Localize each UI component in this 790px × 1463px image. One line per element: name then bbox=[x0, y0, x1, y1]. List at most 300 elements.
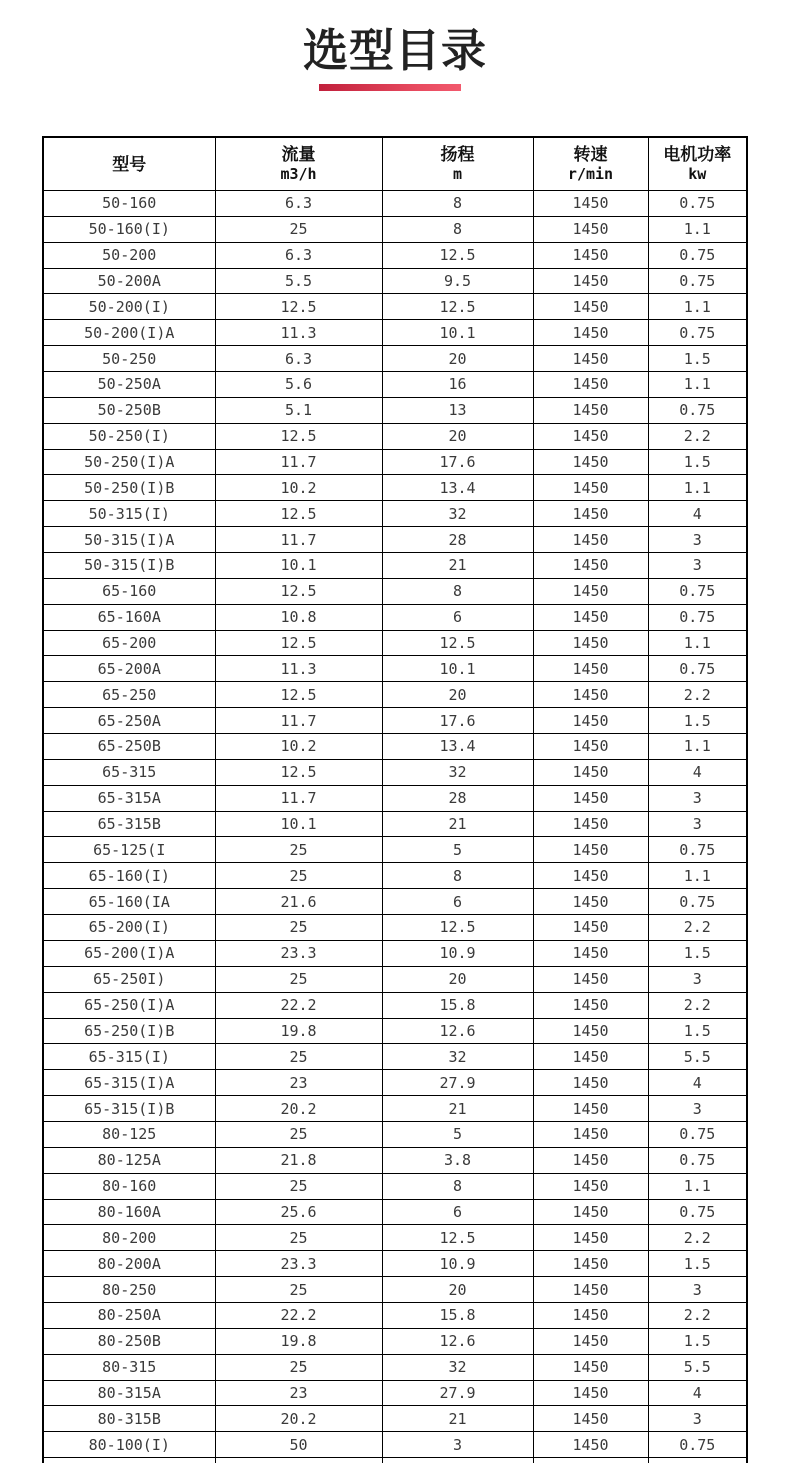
empty-cell bbox=[215, 1458, 382, 1463]
speed-cell: 1450 bbox=[533, 346, 648, 372]
head-cell: 8 bbox=[382, 191, 533, 217]
speed-cell: 1450 bbox=[533, 940, 648, 966]
power-cell: 0.75 bbox=[648, 268, 747, 294]
power-cell: 1.1 bbox=[648, 734, 747, 760]
model-cell: 50-250(I)B bbox=[43, 475, 215, 501]
table-row bbox=[43, 423, 747, 449]
flow-cell: 25.6 bbox=[215, 1199, 382, 1225]
speed-cell: 1450 bbox=[533, 811, 648, 837]
model-cell: 65-315A bbox=[43, 785, 215, 811]
head-cell: 15.8 bbox=[382, 1302, 533, 1328]
title-underline-accent bbox=[319, 84, 461, 91]
power-cell: 0.75 bbox=[648, 837, 747, 863]
model-cell: 80-160A bbox=[43, 1199, 215, 1225]
power-cell: 2.2 bbox=[648, 423, 747, 449]
speed-cell: 1450 bbox=[533, 527, 648, 553]
model-cell: 65-315(I) bbox=[43, 1044, 215, 1070]
power-cell: 1.1 bbox=[648, 630, 747, 656]
speed-cell: 1450 bbox=[533, 372, 648, 398]
speed-cell: 1450 bbox=[533, 604, 648, 630]
power-cell: 1.5 bbox=[648, 1251, 747, 1277]
flow-cell: 25 bbox=[215, 1044, 382, 1070]
power-cell: 3 bbox=[648, 811, 747, 837]
model-cell: 50-200(I) bbox=[43, 294, 215, 320]
power-cell: 1.5 bbox=[648, 1328, 747, 1354]
flow-cell: 12.5 bbox=[215, 294, 382, 320]
head-cell: 27.9 bbox=[382, 1070, 533, 1096]
flow-cell: 23.3 bbox=[215, 940, 382, 966]
power-cell: 4 bbox=[648, 501, 747, 527]
power-cell: 2.2 bbox=[648, 682, 747, 708]
flow-cell: 12.5 bbox=[215, 501, 382, 527]
head-cell: 3 bbox=[382, 1432, 533, 1458]
power-cell: 2.2 bbox=[648, 1225, 747, 1251]
empty-cell bbox=[43, 1458, 215, 1463]
table-row bbox=[43, 1121, 747, 1147]
flow-cell: 25 bbox=[215, 216, 382, 242]
power-cell: 1.1 bbox=[648, 1173, 747, 1199]
model-cell: 80-160 bbox=[43, 1173, 215, 1199]
head-cell: 15.8 bbox=[382, 992, 533, 1018]
model-cell: 50-250(I)A bbox=[43, 449, 215, 475]
power-cell: 5.5 bbox=[648, 1044, 747, 1070]
model-cell: 80-250A bbox=[43, 1302, 215, 1328]
model-cell: 65-160 bbox=[43, 578, 215, 604]
speed-cell: 1450 bbox=[533, 294, 648, 320]
model-cell: 65-160(I) bbox=[43, 863, 215, 889]
table-row bbox=[43, 837, 747, 863]
flow-cell: 10.2 bbox=[215, 475, 382, 501]
model-cell: 50-200(I)A bbox=[43, 320, 215, 346]
power-cell: 0.75 bbox=[648, 578, 747, 604]
speed-cell: 1450 bbox=[533, 216, 648, 242]
clipped-next-row bbox=[43, 1458, 747, 1463]
flow-cell: 5.5 bbox=[215, 268, 382, 294]
table-row bbox=[43, 915, 747, 941]
head-cell: 21 bbox=[382, 1406, 533, 1432]
speed-cell: 1450 bbox=[533, 1277, 648, 1303]
power-cell: 4 bbox=[648, 1380, 747, 1406]
speed-cell: 1450 bbox=[533, 191, 648, 217]
flow-cell: 23 bbox=[215, 1070, 382, 1096]
speed-cell: 1450 bbox=[533, 397, 648, 423]
flow-cell: 6.3 bbox=[215, 346, 382, 372]
flow-cell: 11.3 bbox=[215, 320, 382, 346]
header-model-label: 型号 bbox=[112, 154, 147, 174]
head-cell: 12.5 bbox=[382, 242, 533, 268]
head-cell: 20 bbox=[382, 346, 533, 372]
head-cell: 12.5 bbox=[382, 630, 533, 656]
speed-cell: 1450 bbox=[533, 708, 648, 734]
selection-catalog-table bbox=[42, 136, 748, 1463]
head-cell: 8 bbox=[382, 578, 533, 604]
table-row bbox=[43, 759, 747, 785]
speed-cell: 1450 bbox=[533, 992, 648, 1018]
head-cell: 10.9 bbox=[382, 1251, 533, 1277]
head-cell: 13 bbox=[382, 397, 533, 423]
head-cell: 12.5 bbox=[382, 294, 533, 320]
table-row bbox=[43, 940, 747, 966]
flow-cell: 25 bbox=[215, 863, 382, 889]
model-cell: 65-160A bbox=[43, 604, 215, 630]
speed-cell: 1450 bbox=[533, 449, 648, 475]
table-row bbox=[43, 578, 747, 604]
flow-cell: 22.2 bbox=[215, 992, 382, 1018]
power-cell: 4 bbox=[648, 759, 747, 785]
table-row bbox=[43, 191, 747, 217]
header-power-label: 电机功率 bbox=[663, 145, 732, 164]
flow-cell: 11.7 bbox=[215, 449, 382, 475]
header-speed-label: 转速 bbox=[573, 145, 608, 164]
head-cell: 21 bbox=[382, 1096, 533, 1122]
model-cell: 50-315(I) bbox=[43, 501, 215, 527]
flow-cell: 50 bbox=[215, 1432, 382, 1458]
power-cell: 0.75 bbox=[648, 1432, 747, 1458]
head-cell: 20 bbox=[382, 423, 533, 449]
power-cell: 3 bbox=[648, 553, 747, 579]
head-cell: 20 bbox=[382, 966, 533, 992]
head-cell: 10.9 bbox=[382, 940, 533, 966]
head-cell: 32 bbox=[382, 501, 533, 527]
table-row bbox=[43, 1199, 747, 1225]
model-cell: 50-315(I)A bbox=[43, 527, 215, 553]
power-cell: 3 bbox=[648, 527, 747, 553]
model-cell: 80-100(I) bbox=[43, 1432, 215, 1458]
flow-cell: 11.3 bbox=[215, 656, 382, 682]
head-cell: 5 bbox=[382, 837, 533, 863]
flow-cell: 22.2 bbox=[215, 1302, 382, 1328]
header-flow bbox=[215, 137, 382, 191]
power-cell: 1.5 bbox=[648, 346, 747, 372]
power-cell: 0.75 bbox=[648, 656, 747, 682]
power-cell: 0.75 bbox=[648, 397, 747, 423]
model-cell: 65-250(I)B bbox=[43, 1018, 215, 1044]
header-head bbox=[382, 137, 533, 191]
table-row bbox=[43, 785, 747, 811]
head-cell: 32 bbox=[382, 759, 533, 785]
model-cell: 65-250B bbox=[43, 734, 215, 760]
model-cell: 65-250I) bbox=[43, 966, 215, 992]
speed-cell: 1450 bbox=[533, 1432, 648, 1458]
table-row bbox=[43, 553, 747, 579]
power-cell: 1.1 bbox=[648, 863, 747, 889]
table-row bbox=[43, 811, 747, 837]
model-cell: 65-315B bbox=[43, 811, 215, 837]
speed-cell: 1450 bbox=[533, 966, 648, 992]
speed-cell: 1450 bbox=[533, 553, 648, 579]
table-row bbox=[43, 1277, 747, 1303]
power-cell: 0.75 bbox=[648, 320, 747, 346]
flow-cell: 5.6 bbox=[215, 372, 382, 398]
flow-cell: 25 bbox=[215, 1173, 382, 1199]
power-cell: 4 bbox=[648, 1070, 747, 1096]
speed-cell: 1450 bbox=[533, 475, 648, 501]
head-cell: 6 bbox=[382, 1199, 533, 1225]
table-row bbox=[43, 320, 747, 346]
power-cell: 0.75 bbox=[648, 604, 747, 630]
head-cell: 28 bbox=[382, 527, 533, 553]
model-cell: 65-200(I)A bbox=[43, 940, 215, 966]
model-cell: 50-250B bbox=[43, 397, 215, 423]
speed-cell: 1450 bbox=[533, 1380, 648, 1406]
flow-cell: 11.7 bbox=[215, 708, 382, 734]
speed-cell: 1450 bbox=[533, 1328, 648, 1354]
flow-cell: 10.1 bbox=[215, 811, 382, 837]
head-cell: 12.5 bbox=[382, 915, 533, 941]
header-model bbox=[43, 137, 215, 191]
table-row bbox=[43, 475, 747, 501]
head-cell: 12.6 bbox=[382, 1328, 533, 1354]
table-row bbox=[43, 1354, 747, 1380]
model-cell: 65-315(I)A bbox=[43, 1070, 215, 1096]
table-row bbox=[43, 1302, 747, 1328]
table-row bbox=[43, 527, 747, 553]
flow-cell: 10.2 bbox=[215, 734, 382, 760]
table-row bbox=[43, 863, 747, 889]
header-flow-label: 流量 bbox=[281, 145, 316, 164]
table-row bbox=[43, 1070, 747, 1096]
model-cell: 80-125 bbox=[43, 1121, 215, 1147]
speed-cell: 1450 bbox=[533, 1070, 648, 1096]
speed-cell: 1450 bbox=[533, 656, 648, 682]
speed-cell: 1450 bbox=[533, 889, 648, 915]
empty-cell bbox=[648, 1458, 747, 1463]
flow-cell: 11.7 bbox=[215, 527, 382, 553]
power-cell: 2.2 bbox=[648, 1302, 747, 1328]
head-cell: 32 bbox=[382, 1044, 533, 1070]
flow-cell: 25 bbox=[215, 1354, 382, 1380]
model-cell: 80-200A bbox=[43, 1251, 215, 1277]
model-cell: 50-200 bbox=[43, 242, 215, 268]
flow-cell: 23 bbox=[215, 1380, 382, 1406]
flow-cell: 20.2 bbox=[215, 1406, 382, 1432]
model-cell: 80-315B bbox=[43, 1406, 215, 1432]
flow-cell: 25 bbox=[215, 915, 382, 941]
table-row bbox=[43, 1251, 747, 1277]
power-cell: 0.75 bbox=[648, 1121, 747, 1147]
speed-cell: 1450 bbox=[533, 630, 648, 656]
table-row bbox=[43, 1328, 747, 1354]
model-cell: 65-250 bbox=[43, 682, 215, 708]
model-cell: 65-200(I) bbox=[43, 915, 215, 941]
flow-cell: 21.6 bbox=[215, 889, 382, 915]
flow-cell: 11.7 bbox=[215, 785, 382, 811]
model-cell: 80-250B bbox=[43, 1328, 215, 1354]
table-row bbox=[43, 1147, 747, 1173]
power-cell: 5.5 bbox=[648, 1354, 747, 1380]
table-header bbox=[43, 137, 747, 191]
model-cell: 65-200A bbox=[43, 656, 215, 682]
flow-cell: 6.3 bbox=[215, 191, 382, 217]
flow-cell: 25 bbox=[215, 966, 382, 992]
empty-cell bbox=[533, 1458, 648, 1463]
flow-cell: 12.5 bbox=[215, 423, 382, 449]
model-cell: 65-160(IA bbox=[43, 889, 215, 915]
table-row bbox=[43, 889, 747, 915]
model-cell: 80-315 bbox=[43, 1354, 215, 1380]
flow-cell: 19.8 bbox=[215, 1018, 382, 1044]
power-cell: 1.5 bbox=[648, 708, 747, 734]
table-row bbox=[43, 1096, 747, 1122]
speed-cell: 1450 bbox=[533, 1147, 648, 1173]
model-cell: 50-315(I)B bbox=[43, 553, 215, 579]
power-cell: 3 bbox=[648, 1277, 747, 1303]
flow-cell: 25 bbox=[215, 1121, 382, 1147]
head-cell: 21 bbox=[382, 811, 533, 837]
flow-cell: 12.5 bbox=[215, 630, 382, 656]
flow-cell: 12.5 bbox=[215, 759, 382, 785]
head-cell: 5 bbox=[382, 1121, 533, 1147]
model-cell: 65-315(I)B bbox=[43, 1096, 215, 1122]
model-cell: 80-200 bbox=[43, 1225, 215, 1251]
speed-cell: 1450 bbox=[533, 1406, 648, 1432]
head-cell: 8 bbox=[382, 216, 533, 242]
header-flow-unit: m3/h bbox=[280, 165, 317, 183]
head-cell: 10.1 bbox=[382, 320, 533, 346]
speed-cell: 1450 bbox=[533, 785, 648, 811]
table-row bbox=[43, 449, 747, 475]
power-cell: 3 bbox=[648, 1406, 747, 1432]
speed-cell: 1450 bbox=[533, 759, 648, 785]
model-cell: 65-315 bbox=[43, 759, 215, 785]
header-power bbox=[648, 137, 747, 191]
flow-cell: 6.3 bbox=[215, 242, 382, 268]
flow-cell: 21.8 bbox=[215, 1147, 382, 1173]
table-row bbox=[43, 656, 747, 682]
header-head-label: 扬程 bbox=[440, 145, 475, 164]
speed-cell: 1450 bbox=[533, 1199, 648, 1225]
speed-cell: 1450 bbox=[533, 242, 648, 268]
head-cell: 17.6 bbox=[382, 449, 533, 475]
speed-cell: 1450 bbox=[533, 423, 648, 449]
power-cell: 3 bbox=[648, 1096, 747, 1122]
table-row bbox=[43, 966, 747, 992]
power-cell: 1.5 bbox=[648, 449, 747, 475]
head-cell: 12.5 bbox=[382, 1225, 533, 1251]
speed-cell: 1450 bbox=[533, 837, 648, 863]
table-row bbox=[43, 1173, 747, 1199]
table-row bbox=[43, 294, 747, 320]
empty-cell bbox=[382, 1458, 533, 1463]
table-row bbox=[43, 734, 747, 760]
model-cell: 65-125(I bbox=[43, 837, 215, 863]
power-cell: 3 bbox=[648, 785, 747, 811]
table-body bbox=[43, 191, 747, 1463]
flow-cell: 20.2 bbox=[215, 1096, 382, 1122]
table-row bbox=[43, 682, 747, 708]
head-cell: 27.9 bbox=[382, 1380, 533, 1406]
power-cell: 1.1 bbox=[648, 216, 747, 242]
head-cell: 9.5 bbox=[382, 268, 533, 294]
speed-cell: 1450 bbox=[533, 578, 648, 604]
head-cell: 6 bbox=[382, 889, 533, 915]
power-cell: 1.1 bbox=[648, 294, 747, 320]
flow-cell: 19.8 bbox=[215, 1328, 382, 1354]
power-cell: 0.75 bbox=[648, 191, 747, 217]
power-cell: 0.75 bbox=[648, 889, 747, 915]
speed-cell: 1450 bbox=[533, 863, 648, 889]
table-row bbox=[43, 216, 747, 242]
power-cell: 0.75 bbox=[648, 1199, 747, 1225]
model-cell: 80-315A bbox=[43, 1380, 215, 1406]
table-row bbox=[43, 501, 747, 527]
head-cell: 8 bbox=[382, 863, 533, 889]
table-row bbox=[43, 1225, 747, 1251]
head-cell: 3.8 bbox=[382, 1147, 533, 1173]
head-cell: 6 bbox=[382, 604, 533, 630]
model-cell: 50-160 bbox=[43, 191, 215, 217]
head-cell: 16 bbox=[382, 372, 533, 398]
speed-cell: 1450 bbox=[533, 268, 648, 294]
power-cell: 1.1 bbox=[648, 372, 747, 398]
model-cell: 80-125A bbox=[43, 1147, 215, 1173]
speed-cell: 1450 bbox=[533, 734, 648, 760]
model-cell: 65-250(I)A bbox=[43, 992, 215, 1018]
power-cell: 0.75 bbox=[648, 242, 747, 268]
flow-cell: 12.5 bbox=[215, 682, 382, 708]
flow-cell: 25 bbox=[215, 837, 382, 863]
model-cell: 80-250 bbox=[43, 1277, 215, 1303]
table-row bbox=[43, 604, 747, 630]
flow-cell: 12.5 bbox=[215, 578, 382, 604]
speed-cell: 1450 bbox=[533, 1302, 648, 1328]
head-cell: 20 bbox=[382, 682, 533, 708]
head-cell: 21 bbox=[382, 553, 533, 579]
header-speed-unit: r/min bbox=[567, 165, 614, 183]
model-cell: 50-160(I) bbox=[43, 216, 215, 242]
flow-cell: 5.1 bbox=[215, 397, 382, 423]
head-cell: 20 bbox=[382, 1277, 533, 1303]
head-cell: 17.6 bbox=[382, 708, 533, 734]
head-cell: 13.4 bbox=[382, 475, 533, 501]
speed-cell: 1450 bbox=[533, 682, 648, 708]
head-cell: 8 bbox=[382, 1173, 533, 1199]
head-cell: 13.4 bbox=[382, 734, 533, 760]
model-cell: 65-250A bbox=[43, 708, 215, 734]
speed-cell: 1450 bbox=[533, 1044, 648, 1070]
head-cell: 10.1 bbox=[382, 656, 533, 682]
flow-cell: 10.1 bbox=[215, 553, 382, 579]
speed-cell: 1450 bbox=[533, 501, 648, 527]
power-cell: 2.2 bbox=[648, 915, 747, 941]
flow-cell: 10.8 bbox=[215, 604, 382, 630]
table-row bbox=[43, 1018, 747, 1044]
power-cell: 2.2 bbox=[648, 992, 747, 1018]
power-cell: 1.5 bbox=[648, 940, 747, 966]
flow-cell: 23.3 bbox=[215, 1251, 382, 1277]
table-row bbox=[43, 268, 747, 294]
power-cell: 1.1 bbox=[648, 475, 747, 501]
table-row bbox=[43, 372, 747, 398]
power-cell: 1.5 bbox=[648, 1018, 747, 1044]
flow-cell: 25 bbox=[215, 1225, 382, 1251]
table-header-row bbox=[43, 137, 747, 191]
speed-cell: 1450 bbox=[533, 1354, 648, 1380]
flow-cell: 25 bbox=[215, 1277, 382, 1303]
model-cell: 50-250(I) bbox=[43, 423, 215, 449]
speed-cell: 1450 bbox=[533, 1018, 648, 1044]
speed-cell: 1450 bbox=[533, 1225, 648, 1251]
head-cell: 12.6 bbox=[382, 1018, 533, 1044]
power-cell: 3 bbox=[648, 966, 747, 992]
table-row bbox=[43, 1380, 747, 1406]
speed-cell: 1450 bbox=[533, 1121, 648, 1147]
model-cell: 50-200A bbox=[43, 268, 215, 294]
speed-cell: 1450 bbox=[533, 915, 648, 941]
header-head-unit: m bbox=[452, 165, 463, 183]
speed-cell: 1450 bbox=[533, 1173, 648, 1199]
model-cell: 50-250A bbox=[43, 372, 215, 398]
